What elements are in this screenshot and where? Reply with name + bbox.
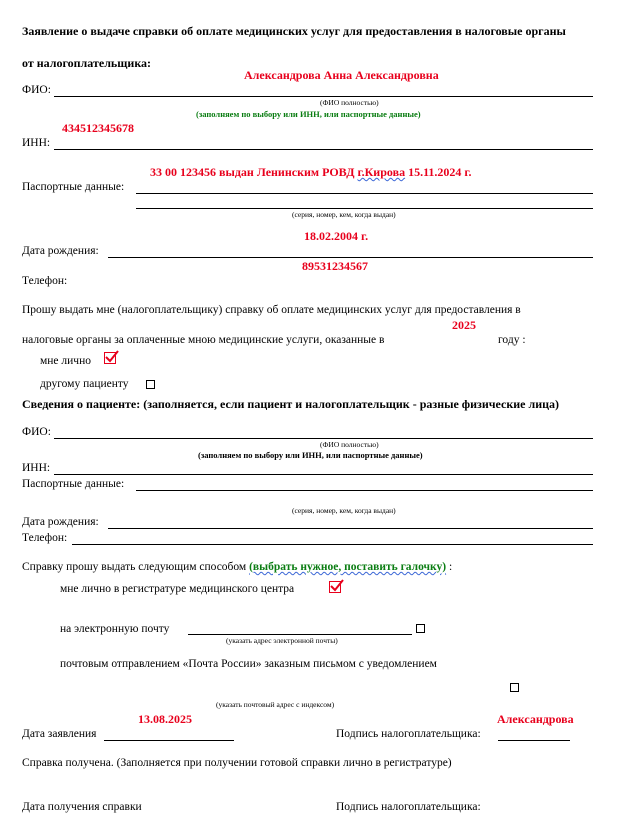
received-date-label: Дата получения справки bbox=[22, 801, 142, 813]
taxpayer-fio-line[interactable] bbox=[54, 96, 593, 97]
delivery-option-email-label: на электронную почту bbox=[60, 623, 170, 635]
taxpayer-birth-line[interactable] bbox=[108, 257, 593, 258]
signature-label: Подпись налогоплательщика: bbox=[336, 728, 481, 740]
taxpayer-inn-label: ИНН: bbox=[22, 137, 51, 149]
received-signature-label: Подпись налогоплательщика: bbox=[336, 801, 481, 813]
delivery-option-registry-label: мне лично в регистратуре медицинского центра bbox=[60, 583, 295, 595]
patient-inn-line[interactable] bbox=[54, 474, 593, 475]
checkmark-icon bbox=[329, 578, 345, 594]
patient-fio-hint: (ФИО полностью) bbox=[320, 440, 379, 449]
document-title-line1: Заявление о выдаче справки об оплате медицинских услуг для предоставления в налоговые органы bbox=[22, 24, 566, 38]
taxpayer-choose-note: (заполняем по выбору или ИНН, или паспортные данные) bbox=[196, 109, 421, 119]
application-date-line[interactable] bbox=[104, 740, 234, 741]
delivery-intro: Справку прошу выдать следующим способом (выбрать нужное, поставить галочку) : bbox=[22, 561, 453, 573]
delivery-post-line bbox=[60, 695, 560, 696]
delivery-email-line[interactable] bbox=[188, 634, 412, 635]
patient-passport-hint: (серия, номер, кем, когда выдан) bbox=[292, 506, 396, 515]
option-other-checkbox[interactable] bbox=[146, 380, 155, 389]
delivery-option-post-label: почтовым отправлением «Почта России» заказным письмом с уведомлением bbox=[60, 658, 437, 670]
delivery-option-registry-checkbox[interactable] bbox=[329, 581, 341, 593]
patient-choose-note: (заполняем по выбору или ИНН, или паспортные данные) bbox=[198, 450, 423, 460]
taxpayer-phone-label: Телефон: bbox=[22, 275, 68, 287]
patient-birth-line[interactable] bbox=[108, 528, 593, 529]
taxpayer-passport-label: Паспортные данные: bbox=[22, 181, 125, 193]
signature-value[interactable]: Александрова bbox=[497, 712, 574, 726]
patient-inn-label: ИНН: bbox=[22, 462, 51, 474]
taxpayer-fio-value[interactable]: Александрова Анна Александровна bbox=[244, 68, 439, 82]
taxpayer-passport-line-2[interactable] bbox=[136, 208, 593, 209]
delivery-email-hint: (указать адрес электронной почты) bbox=[226, 636, 338, 645]
request-year-value[interactable]: 2025 bbox=[452, 318, 476, 332]
delivery-option-post-checkbox[interactable] bbox=[510, 683, 519, 692]
option-self-label: мне лично bbox=[40, 355, 91, 367]
patient-fio-label: ФИО: bbox=[22, 426, 51, 438]
request-text-line2: налоговые органы за оплаченные мною медицинские услуги, оказанные в bbox=[22, 334, 385, 346]
taxpayer-inn-line[interactable] bbox=[54, 149, 593, 150]
taxpayer-fio-label: ФИО: bbox=[22, 84, 51, 96]
taxpayer-inn-value[interactable]: 434512345678 bbox=[62, 121, 134, 135]
patient-section-title: Сведения о пациенте: (заполняется, если пациент и налогоплательщик - разные физические лица) bbox=[22, 397, 560, 411]
application-date-value[interactable]: 13.08.2025 bbox=[138, 712, 192, 726]
taxpayer-passport-line-1[interactable] bbox=[136, 193, 593, 194]
patient-passport-label: Паспортные данные: bbox=[22, 478, 125, 490]
taxpayer-birth-value[interactable]: 18.02.2004 г. bbox=[304, 229, 369, 243]
signature-line[interactable] bbox=[498, 740, 570, 741]
option-self-checkbox[interactable] bbox=[104, 352, 116, 364]
document-title-line2: от налогоплательщика: bbox=[22, 56, 152, 70]
request-year-line bbox=[428, 346, 494, 347]
patient-fio-line[interactable] bbox=[54, 438, 593, 439]
taxpayer-fio-hint: (ФИО полностью) bbox=[320, 98, 379, 107]
taxpayer-passport-value[interactable]: 33 00 123456 выдан Ленинским РОВД г.Кирова 15.11.2024 г. bbox=[150, 165, 472, 179]
patient-passport-line[interactable] bbox=[136, 490, 593, 491]
taxpayer-passport-hint: (серия, номер, кем, когда выдан) bbox=[292, 210, 396, 219]
delivery-post-hint: (указать почтовый адрес с индексом) bbox=[216, 700, 335, 709]
request-text-line1: Прошу выдать мне (налогоплательщику) справку об оплате медицинских услуг для предоставления в bbox=[22, 304, 521, 316]
received-note: Справка получена. (Заполняется при получении готовой справки лично в регистратуре) bbox=[22, 757, 452, 769]
patient-phone-line[interactable] bbox=[72, 544, 593, 545]
patient-phone-label: Телефон: bbox=[22, 532, 68, 544]
taxpayer-phone-value[interactable]: 89531234567 bbox=[302, 259, 368, 273]
patient-birth-label: Дата рождения: bbox=[22, 516, 99, 528]
option-other-label: другому пациенту bbox=[40, 378, 129, 390]
delivery-option-email-checkbox[interactable] bbox=[416, 624, 425, 633]
taxpayer-birth-label: Дата рождения: bbox=[22, 245, 99, 257]
application-date-label: Дата заявления bbox=[22, 728, 97, 740]
request-text-line2-end: году : bbox=[498, 334, 526, 346]
checkmark-icon bbox=[104, 349, 120, 365]
